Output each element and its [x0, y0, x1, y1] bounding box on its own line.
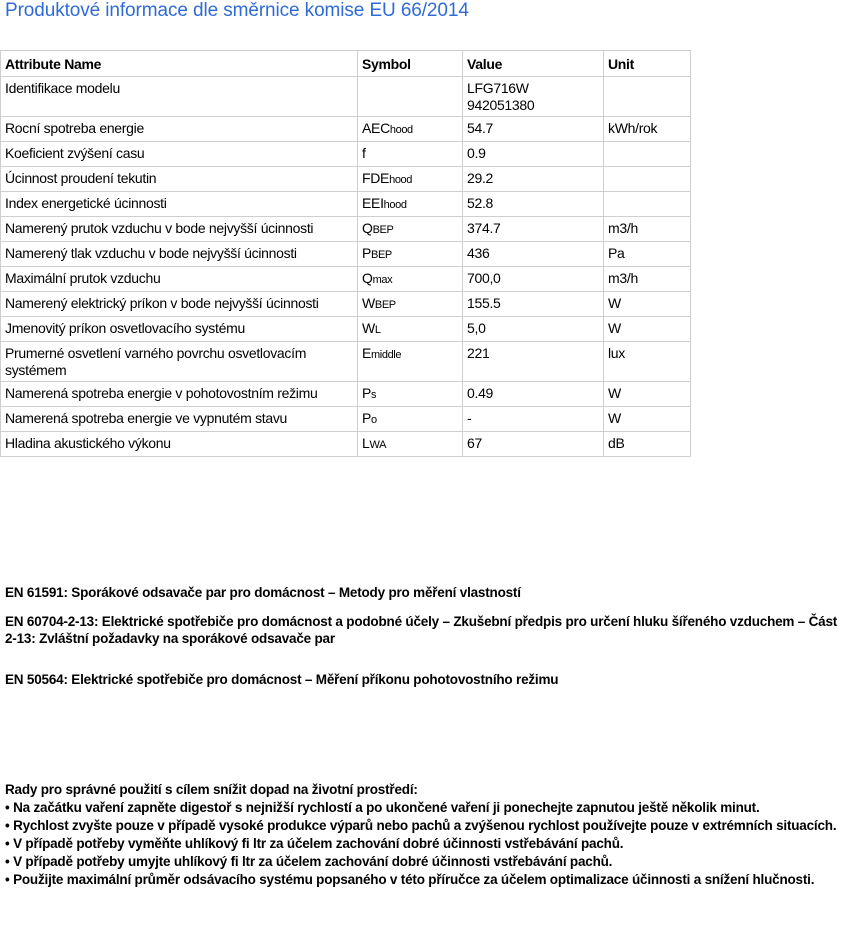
table-row — [1, 267, 691, 292]
table-row — [1, 292, 691, 317]
symbol-subscript: s — [371, 389, 377, 401]
symbol-cell — [358, 117, 463, 142]
symbol-main: AEC — [362, 120, 390, 136]
unit-cell: W — [604, 382, 691, 407]
symbol-main: EEI — [362, 195, 384, 211]
value-cell — [463, 242, 604, 267]
value-text: 436 — [467, 245, 490, 261]
symbol-subscript: max — [372, 274, 393, 286]
tip-item: • V případě potřeby vyměňte uhlíkový fi ltr za účelem zachování dobré účinnosti vstřebávání pachů. — [5, 836, 624, 851]
table-row — [1, 342, 691, 382]
product-info-table — [0, 50, 691, 457]
symbol-main: W — [362, 320, 375, 336]
standard-en-50564: EN 50564: Elektrické spotřebiče pro domácnost – Měření příkonu pohotovostního režimu — [5, 672, 559, 687]
value-cell — [463, 407, 604, 432]
symbol-subscript: hood — [383, 199, 407, 211]
table-row — [1, 217, 691, 242]
symbol-subscript: hood — [389, 124, 413, 136]
value-text: 54.7 — [467, 120, 494, 136]
table-row — [1, 167, 691, 192]
symbol-cell — [358, 167, 463, 192]
value-text: - — [467, 410, 472, 426]
value-text: 5,0 — [467, 320, 486, 336]
standard-en-61591: EN 61591: Sporákové odsavače par pro domácnost – Metody pro měření vlastností — [5, 585, 521, 600]
unit-cell: Pa — [604, 242, 691, 267]
attribute-name-cell: Namerený elektrický príkon v bode nejvyšší úcinnosti — [1, 292, 358, 317]
table-row — [1, 432, 691, 457]
value-cell — [463, 117, 604, 142]
table-row — [1, 242, 691, 267]
unit-cell: lux — [604, 342, 691, 382]
standard-en-60704: EN 60704-2-13: Elektrické spotřebiče pro domácnost a podobné účely – Zkušební předpis pro určení hluku šířeného vzduchem – Část 2-13: Zvláštní požadavky na sporákové odsavače par — [5, 614, 838, 646]
header-unit: Unit — [604, 51, 691, 77]
attribute-name-cell: Index energetické úcinnosti — [1, 192, 358, 217]
symbol-main: E — [362, 345, 372, 361]
table-row — [1, 192, 691, 217]
unit-cell: W — [604, 317, 691, 342]
attribute-name-cell: Hladina akustického výkonu — [1, 432, 358, 457]
attribute-name-cell: Rocní spotreba energie — [1, 117, 358, 142]
unit-cell — [604, 167, 691, 192]
table-row — [1, 407, 691, 432]
table-row — [1, 77, 691, 117]
symbol-cell — [358, 242, 463, 267]
value-cell — [463, 192, 604, 217]
value-text: 67 — [467, 435, 482, 451]
symbol-cell — [358, 77, 463, 117]
value-cell — [463, 382, 604, 407]
symbol-main: f — [362, 145, 366, 161]
symbol-cell — [358, 407, 463, 432]
unit-cell: W — [604, 292, 691, 317]
value-cell — [463, 142, 604, 167]
symbol-subscript: BEP — [374, 299, 396, 311]
symbol-main: Q — [362, 270, 373, 286]
value-text: 0.49 — [467, 385, 494, 401]
attribute-name-cell: Namerená spotreba energie v pohotovostním režimu — [1, 382, 358, 407]
value-text: 700,0 — [467, 270, 501, 286]
symbol-subscript: hood — [389, 174, 412, 186]
value-cell — [463, 292, 604, 317]
symbol-cell — [358, 382, 463, 407]
value-cell — [463, 267, 604, 292]
table-row — [1, 317, 691, 342]
attribute-name-cell: Jmenovitý príkon osvetlovacího systému — [1, 317, 358, 342]
value-cell — [463, 77, 604, 117]
table-row — [1, 117, 691, 142]
header-symbol: Symbol — [358, 51, 463, 77]
unit-cell — [604, 77, 691, 117]
unit-cell: m3/h — [604, 217, 691, 242]
attribute-name-cell: Maximální prutok vzduchu — [1, 267, 358, 292]
value-cell — [463, 342, 604, 382]
unit-cell: dB — [604, 432, 691, 457]
value-cell — [463, 217, 604, 242]
symbol-cell — [358, 342, 463, 382]
symbol-main: P — [362, 245, 372, 261]
attribute-name-cell: Namerený prutok vzduchu v bode nejvyšší úcinnosti — [1, 217, 358, 242]
value-cell — [463, 167, 604, 192]
symbol-main: W — [362, 295, 375, 311]
tip-item: • Rychlost zvyšte pouze v případě vysoké produkce výparů nebo pachů a zvýšenou rychlost používejte pouze v extrémních situacích. — [5, 818, 837, 833]
symbol-main: Q — [362, 220, 373, 236]
value-text: 52.8 — [467, 195, 494, 211]
value-cell — [463, 432, 604, 457]
symbol-cell — [358, 217, 463, 242]
symbol-subscript: BEP — [371, 249, 392, 261]
value-secondary-text: 942051380 — [467, 97, 535, 113]
value-cell — [463, 317, 604, 342]
value-text: 29.2 — [467, 170, 494, 186]
symbol-main: FDE — [362, 170, 390, 186]
symbol-subscript: WA — [369, 439, 387, 451]
value-text: 155.5 — [467, 295, 501, 311]
symbol-cell — [358, 292, 463, 317]
value-text: 0.9 — [467, 145, 486, 161]
environment-tips — [5, 781, 848, 889]
table-row — [1, 142, 691, 167]
tip-item: • V případě potřeby umyjte uhlíkový fi ltr za účelem zachování dobré účinnosti vstřebávání pachů. — [5, 854, 613, 869]
symbol-cell — [358, 317, 463, 342]
header-attribute-name: Attribute Name — [1, 51, 358, 77]
attribute-name-cell: Namerená spotreba energie ve vypnutém stavu — [1, 407, 358, 432]
table-row — [1, 382, 691, 407]
attribute-name-cell: Namerený tlak vzduchu v bode nejvyšší úcinnosti — [1, 242, 358, 267]
tip-item: • Na začátku vaření zapněte digestoř s nejnižší rychlostí a po ukončené vaření ji ponechejte zapnutou ještě několik minut. — [5, 800, 760, 815]
unit-cell: kWh/rok — [604, 117, 691, 142]
symbol-cell — [358, 192, 463, 217]
tips-heading: Rady pro správné použití s cílem snížit dopad na životní prostředí: — [5, 782, 418, 797]
unit-cell — [604, 142, 691, 167]
value-text: LFG716W — [467, 80, 529, 96]
symbol-main: L — [362, 435, 370, 451]
attribute-name-cell: Prumerné osvetlení varného povrchu osvetlovacím systémem — [1, 342, 358, 382]
tip-item: • Použijte maximální průměr odsávacího systému popsaného v této příručce za účelem optimalizace účinnosti a snížení hlučnosti. — [5, 872, 815, 887]
page-title: Produktové informace dle směrnice komise EU 66/2014 — [5, 0, 469, 21]
symbol-subscript: L — [374, 324, 381, 336]
unit-cell — [604, 192, 691, 217]
attribute-name-cell: Úcinnost proudení tekutin — [1, 167, 358, 192]
symbol-main: P — [362, 410, 372, 426]
symbol-main: P — [362, 385, 372, 401]
symbol-subscript: BEP — [372, 224, 394, 236]
attribute-name-cell: Identifikace modelu — [1, 77, 358, 117]
symbol-subscript: middle — [371, 349, 402, 361]
value-text: 221 — [467, 345, 490, 361]
header-value: Value — [463, 51, 604, 77]
table-header-row — [1, 51, 691, 77]
value-text: 374.7 — [467, 220, 501, 236]
symbol-cell — [358, 142, 463, 167]
attribute-name-cell: Koeficient zvýšení casu — [1, 142, 358, 167]
unit-cell: W — [604, 407, 691, 432]
symbol-cell — [358, 267, 463, 292]
symbol-subscript: o — [371, 414, 377, 426]
unit-cell: m3/h — [604, 267, 691, 292]
symbol-cell — [358, 432, 463, 457]
